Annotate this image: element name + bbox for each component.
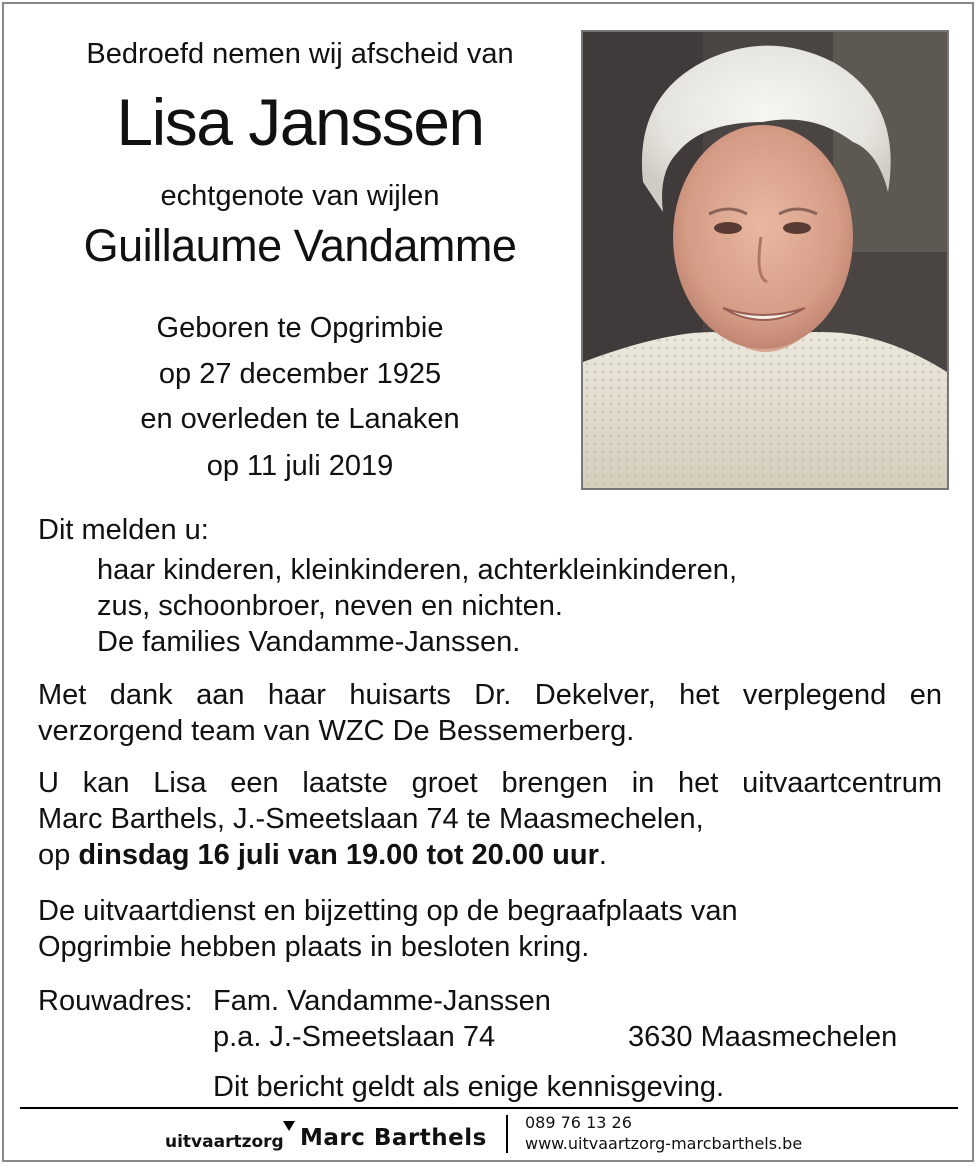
death-place: en overleden te Lanaken [140,403,460,435]
thanks-line-2: verzorgend team van WZC De Bessemerberg. [38,715,635,747]
birth-date: op 27 december 1925 [158,358,442,390]
address-street: p.a. J.-Smeetslaan 74 [213,1021,496,1053]
visit-line-3-prefix: op [38,839,79,871]
notice-text: Dit bericht geldt als enige kennisgeving. [213,1071,725,1103]
birth-place: Geboren te Opgrimbie [156,312,444,344]
thanks-paragraph [38,677,942,749]
footer-brand-small: uitvaartzorg [165,1132,284,1152]
visit-datetime: dinsdag 16 juli van 19.00 tot 20.00 uur [78,839,599,871]
spouse-label: echtgenote van wijlen [160,180,440,212]
portrait-illustration [583,32,947,488]
footer-phone: 089 76 13 26 [525,1113,632,1132]
footer-separator [506,1115,508,1153]
triangle-icon [283,1121,295,1131]
spouse-name: Guillaume Vandamme [83,220,517,271]
footer-divider [20,1107,958,1109]
announcement-line-3: De families Vandamme-Janssen. [97,626,521,658]
service-line-1: De uitvaartdienst en bijzetting op de begraafplaats van [38,895,738,927]
death-date: op 11 juli 2019 [206,450,394,482]
visit-line-2: Marc Barthels, J.-Smeetslaan 74 te Maasmechelen, [38,803,704,835]
service-paragraph [38,893,942,965]
footer-brand-name: Marc Barthels [300,1125,487,1151]
deceased-name: Lisa Janssen [116,85,484,159]
announcement-label: Dit melden u: [38,514,209,546]
address-label: Rouwadres: [38,985,193,1017]
visit-line-3 [38,837,942,873]
announcement-line-1: haar kinderen, kleinkinderen, achterkleinkinderen, [97,554,737,586]
footer-website: www.uitvaartzorg-marcbarthels.be [525,1134,803,1153]
intro-text: Bedroefd nemen wij afscheid van [86,38,514,70]
visit-line-1: U kan Lisa een laatste groet brengen in het uitvaartcentrum [38,767,942,799]
thanks-line-1: Met dank aan haar huisarts Dr. Dekelver, het verplegend en [38,679,942,711]
service-line-2: Opgrimbie hebben plaats in besloten kring. [38,931,590,963]
visit-line-3-suffix: . [598,839,607,871]
visit-paragraph [38,765,942,873]
address-name: Fam. Vandamme-Janssen [213,985,551,1017]
address-city: 3630 Maasmechelen [628,1021,898,1053]
portrait-photo [581,30,949,490]
announcement-line-2: zus, schoonbroer, neven en nichten. [97,590,563,622]
